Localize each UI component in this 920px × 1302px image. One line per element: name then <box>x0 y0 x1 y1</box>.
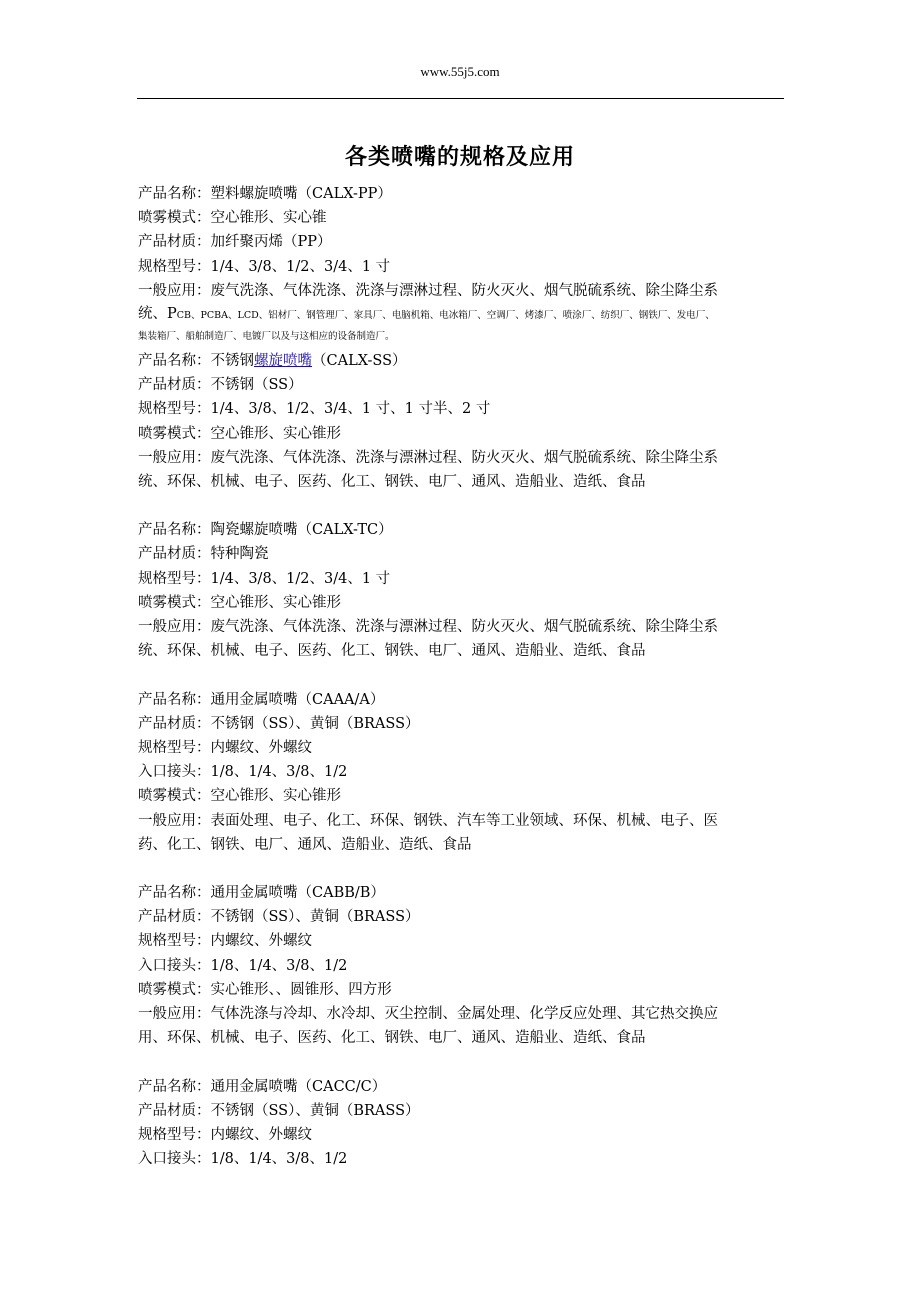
text-line: 统、环保、机械、电子、医药、化工、钢铁、电厂、通风、造船业、造纸、食品 <box>138 473 646 490</box>
spacer <box>138 1050 788 1074</box>
text-line: 产品材质：特种陶瓷 <box>138 546 269 563</box>
text-line: 入口接头：1/8、1/4、3/8、1/2 <box>138 957 348 974</box>
text-line: 规格型号：1/4、3/8、1/2、3/4、1 寸 <box>138 570 391 587</box>
text-line: 入口接头：1/8、1/4、3/8、1/2 <box>138 764 348 781</box>
text-line: 统、环保、机械、电子、医药、化工、钢铁、电厂、通风、造船业、造纸、食品 <box>138 643 646 660</box>
text-line: 喷雾模式：实心锥形、、圆锥形、四方形 <box>138 981 392 998</box>
spacer <box>138 857 788 881</box>
text-line: 产品材质：不锈钢（SS）、黄铜（BRASS） <box>138 909 420 926</box>
site-header: www.55j5.com <box>420 64 500 79</box>
text-line: 产品材质：不锈钢（SS）、黄铜（BRASS） <box>138 1102 420 1119</box>
text-line: 产品名称：通用金属喷嘴（CACC/C） <box>138 1078 387 1095</box>
text-line: 产品材质：不锈钢（SS）、黄铜（BRASS） <box>138 715 420 732</box>
text-line: 产品名称：陶瓷螺旋喷嘴（CALX-TC） <box>138 522 393 539</box>
product-block-calx-ss <box>138 349 788 518</box>
text-span: 统、P <box>138 305 177 322</box>
text-line: 规格型号：内螺纹、外螺纹 <box>138 933 312 950</box>
product-block-cabb <box>138 881 788 1075</box>
spacer <box>138 663 788 687</box>
text-line: 规格型号：内螺纹、外螺纹 <box>138 1126 312 1143</box>
product-block-caaa <box>138 688 788 882</box>
application-line-small <box>138 303 788 325</box>
text-line: 产品名称：塑料螺旋喷嘴（CALX-PP） <box>138 186 392 202</box>
text-span: 产品名称：不锈钢 <box>138 352 254 369</box>
product-block-calx-tc <box>138 518 788 687</box>
text-line: 一般应用：表面处理、电子、化工、环保、钢铁、汽车等工业领域、环保、机械、电子、医 <box>138 812 718 829</box>
text-line: 产品名称：通用金属喷嘴（CAAA/A） <box>138 691 385 708</box>
text-line: 规格型号：1/4、3/8、1/2、3/4、1 寸、1 寸半、2 寸 <box>138 401 491 418</box>
spiral-nozzle-link[interactable]: 螺旋喷嘴 <box>254 352 312 369</box>
text-line: 规格型号：内螺纹、外螺纹 <box>138 739 312 756</box>
text-line: 产品材质：加纤聚丙烯（PP） <box>138 234 332 251</box>
text-line: 一般应用：废气洗涤、气体洗涤、洗涤与漂淋过程、防火灭火、烟气脱硫系统、除尘降尘系 <box>138 282 718 299</box>
text-line: 一般应用：废气洗涤、气体洗涤、洗涤与漂淋过程、防火灭火、烟气脱硫系统、除尘降尘系 <box>138 619 718 635</box>
spacer <box>138 494 788 518</box>
text-line: 用、环保、机械、电子、医药、化工、钢铁、电厂、通风、造船业、造纸、食品 <box>138 1030 646 1047</box>
text-line: 药、化工、钢铁、电厂、通风、造船业、造纸、食品 <box>138 836 472 853</box>
text-line: 规格型号：1/4、3/8、1/2、3/4、1 寸 <box>138 258 391 275</box>
text-line: 产品材质：不锈钢（SS） <box>138 377 303 394</box>
document-body <box>138 182 788 1171</box>
text-line: 一般应用：废气洗涤、气体洗涤、洗涤与漂淋过程、防火灭火、烟气脱硫系统、除尘降尘系 <box>138 449 718 466</box>
product-block-calx-pp <box>138 182 788 349</box>
text-line: 喷雾模式：空心锥形、实心锥形 <box>138 594 341 611</box>
text-line <box>138 349 788 373</box>
text-line: 喷雾模式：空心锥形、实心锥 <box>138 210 327 227</box>
text-span: （CALX-SS） <box>312 352 407 369</box>
text-line: 产品名称：通用金属喷嘴（CABB/B） <box>138 885 385 902</box>
text-line: 一般应用：气体洗涤与冷却、水冷却、灭尘控制、金属处理、化学反应处理、其它热交换应 <box>138 1006 718 1022</box>
text-line: 入口接头：1/8、1/4、3/8、1/2 <box>138 1151 348 1168</box>
page-title: 各类喷嘴的规格及应用 <box>344 145 575 170</box>
text-span: CB、PCBA、LCD、铝材厂、钢管理厂、家具厂、电脑机箱、电冰箱厂、空调厂、烤漆厂、喷涂厂、纺织厂、钢铁厂、发电厂、 <box>176 309 715 321</box>
header-rule <box>137 98 784 99</box>
text-line: 喷雾模式：空心锥形、实心锥形 <box>138 425 341 442</box>
product-block-cacc <box>138 1075 788 1172</box>
application-line-small: 集装箱厂、船舶制造厂、电镀厂以及与这相应的设备制造厂。 <box>138 330 395 342</box>
text-line: 喷雾模式：空心锥形、实心锥形 <box>138 788 341 805</box>
